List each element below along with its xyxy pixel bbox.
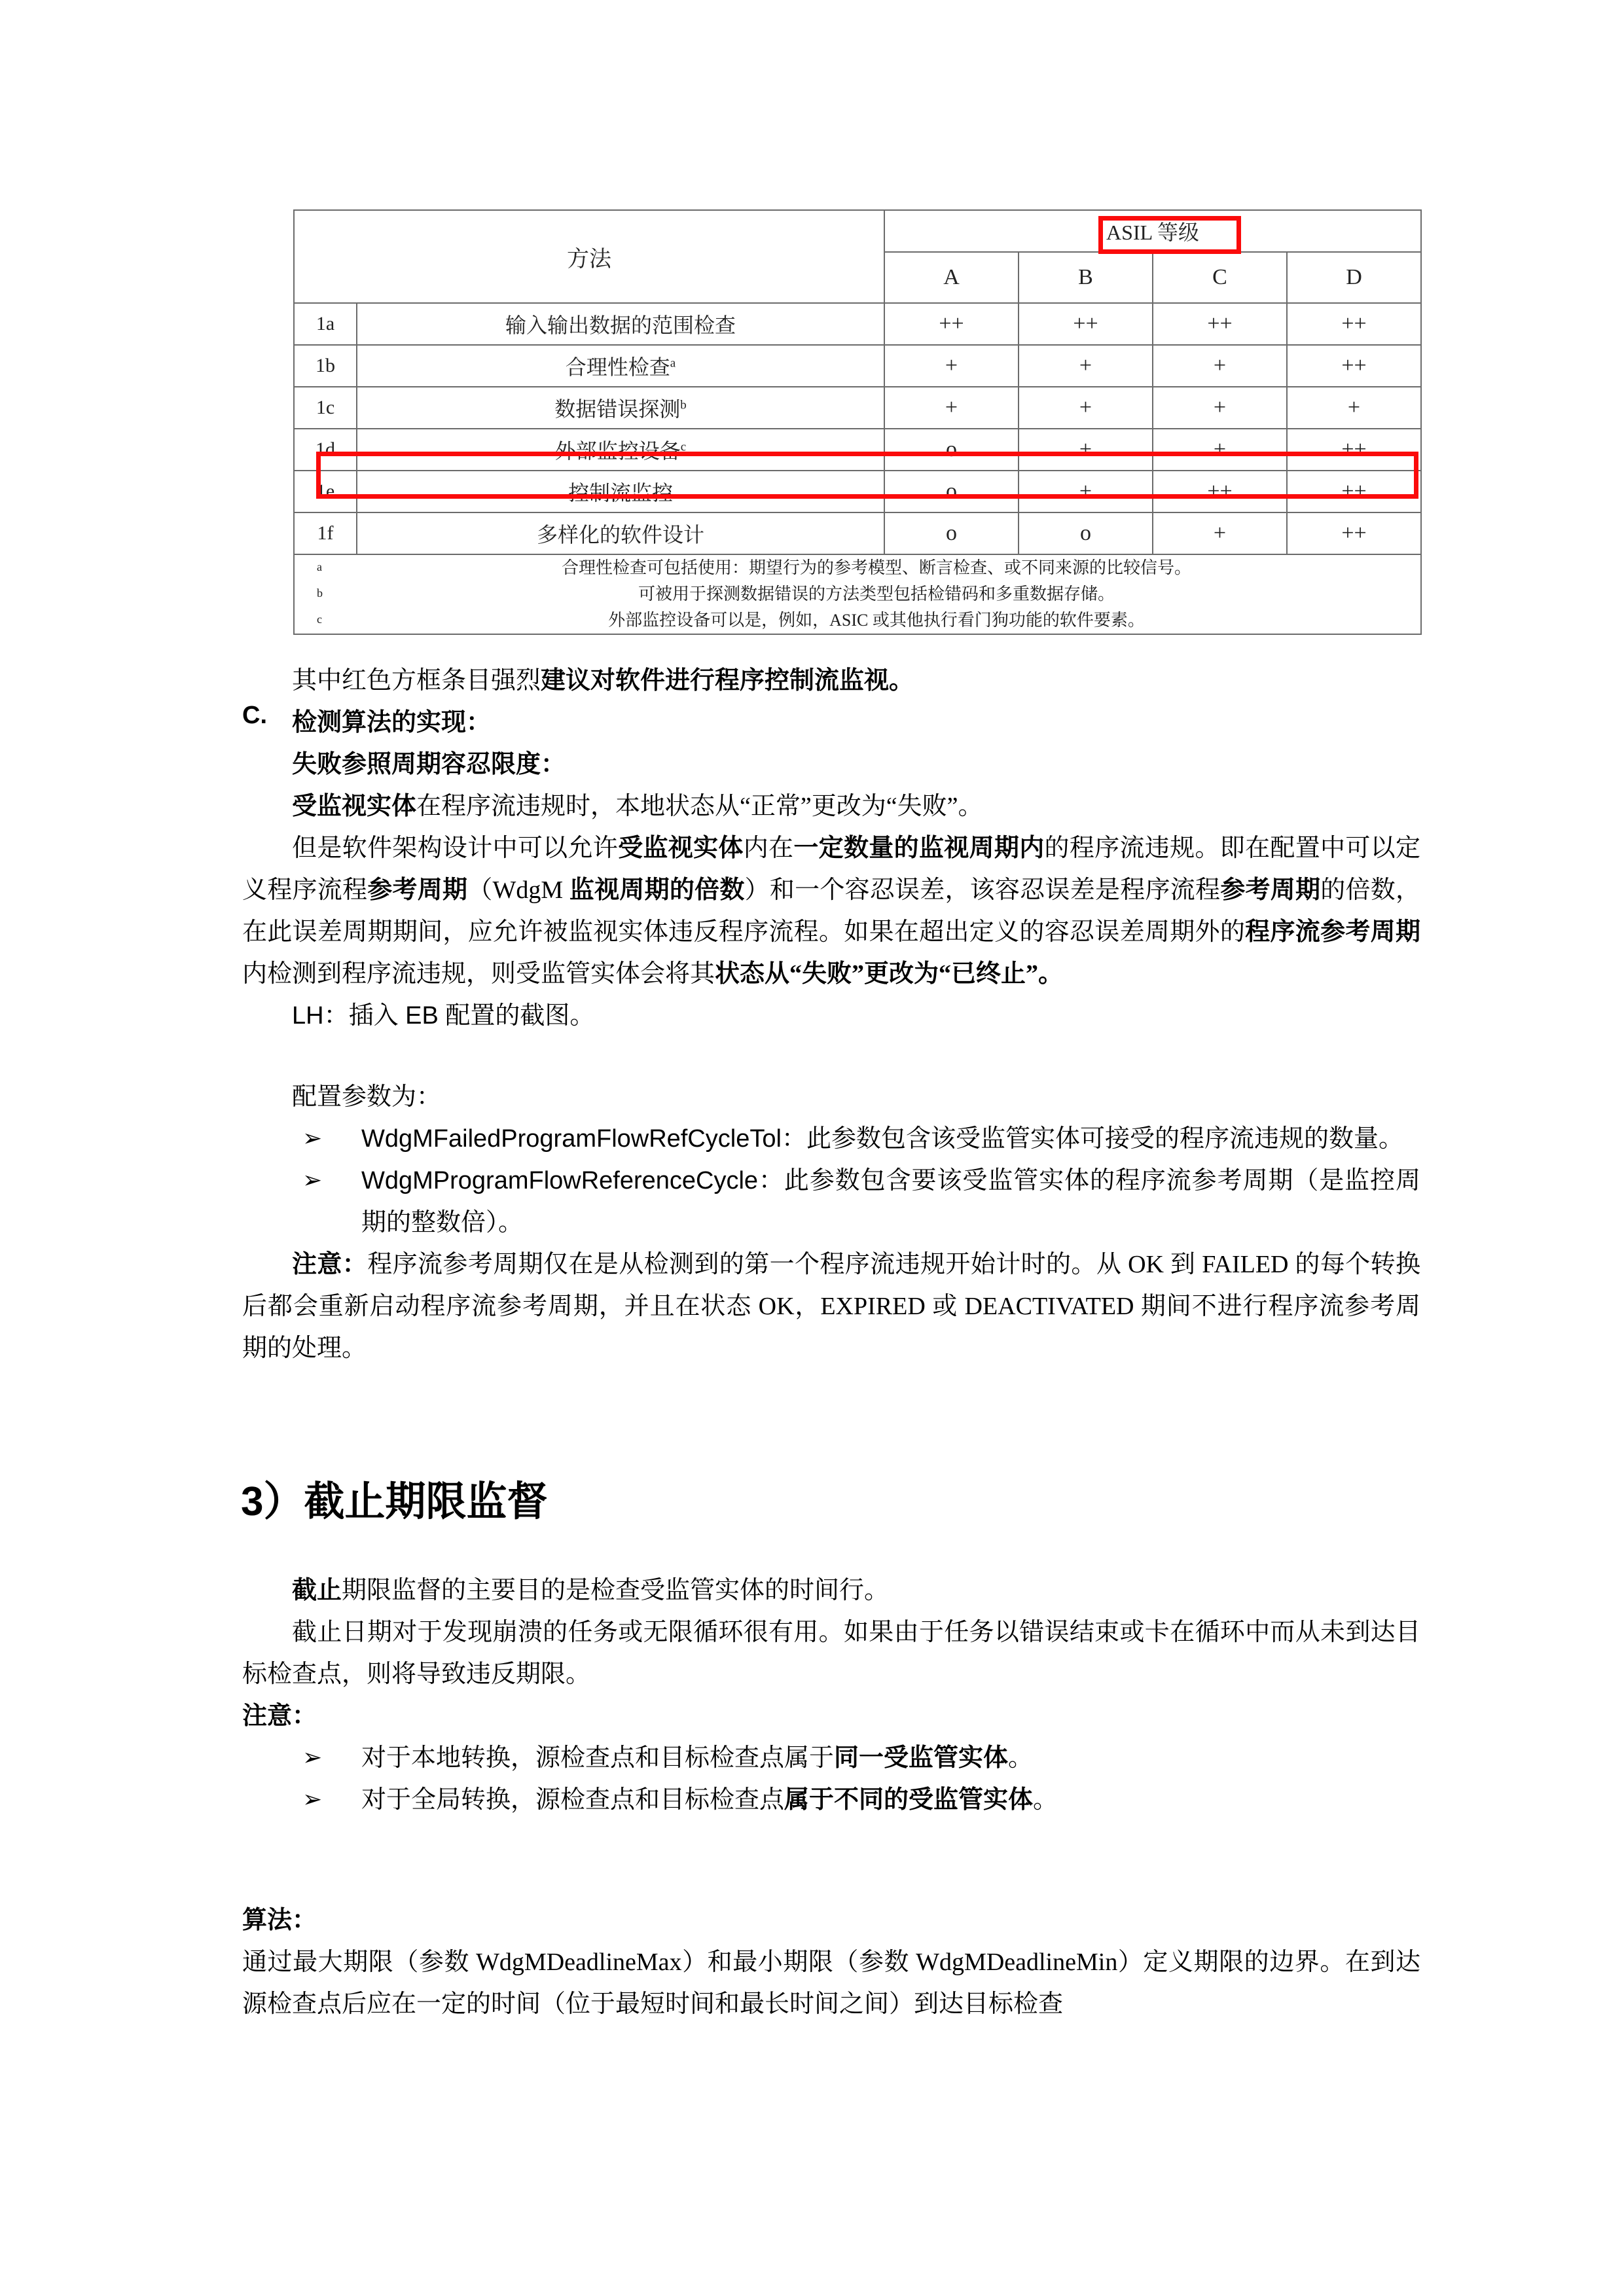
row-name: [357, 387, 884, 429]
arch-seg-3: 的程序流违规。即在配置中可以定义程序流程: [242, 834, 1420, 904]
table-header-level-d: D: [1287, 252, 1421, 303]
table-header-level-a: A: [884, 252, 1019, 303]
row-value-a: +: [884, 345, 1019, 387]
row-value-c: +: [1153, 387, 1287, 429]
table-row: [294, 345, 1421, 387]
row-value-c: +: [1153, 345, 1287, 387]
note-text: 程序流参考周期仅在是从检测到的第一个程序流违规开始计时的。从 OK 到 FAILED 的每个转换后都会重新启动程序流参考周期，并且在状态 OK，EXPIRED 或 DEACTIVATED 期间不进行程序流参考周期的处理。: [242, 1251, 1420, 1362]
row-id: 1c: [294, 387, 357, 429]
row-value-c: +: [1153, 429, 1287, 471]
row-value-c: +: [1153, 512, 1287, 554]
row-value-c: ++: [1153, 303, 1287, 345]
list-item-param-1: [242, 1118, 1420, 1160]
row-value-a: ++: [884, 303, 1019, 345]
item-c-title: 检测算法的实现：: [292, 709, 492, 736]
arch-bold-5: 参考周期: [1220, 876, 1321, 904]
table-row-highlighted: [294, 471, 1421, 512]
note-label: 注意：: [292, 1251, 368, 1278]
note-item-bold: 属于不同的受监管实体: [784, 1786, 1034, 1814]
list-item-param-2: [242, 1160, 1420, 1244]
body-content: [242, 660, 1420, 2025]
row-value-d: ++: [1287, 303, 1421, 345]
row-value-c: ++: [1153, 471, 1287, 512]
list-item-note-2: [242, 1779, 1420, 1821]
footnote-c: [295, 607, 1420, 634]
arch-bold-6: 程序流参考周期: [1245, 918, 1420, 946]
spacer: [242, 1369, 1420, 1474]
table-row: [294, 303, 1421, 345]
row-name-text: 控制流监控: [568, 481, 673, 505]
arrow-bullet-icon: ➢: [302, 1125, 323, 1152]
arch-bold-1: 受监视实体: [618, 834, 744, 862]
table-row: [294, 429, 1421, 471]
row-value-b: +: [1019, 345, 1153, 387]
row-value-a: o: [884, 471, 1019, 512]
param-desc: ：此参数包含该受监管实体可接受的程序流违规的数量。: [781, 1125, 1403, 1153]
row-value-d: ++: [1287, 345, 1421, 387]
param-name: WdgMFailedProgramFlowRefCycleTol: [361, 1125, 782, 1153]
row-id: 1d: [294, 429, 357, 471]
asil-methods-table-figure: [293, 209, 1420, 635]
caption-after-table: [242, 660, 1420, 702]
para-note-1: [242, 1244, 1420, 1369]
table-header-level-c: C: [1153, 252, 1287, 303]
para-architecture: [242, 827, 1420, 995]
row-value-b: ++: [1019, 303, 1153, 345]
table-header-method: 方法: [294, 210, 884, 303]
row-id: 1b: [294, 345, 357, 387]
row-name-sup: b: [680, 398, 687, 412]
row-value-d: ++: [1287, 471, 1421, 512]
row-name: [357, 303, 884, 345]
note-2-label: 注意：: [242, 1702, 317, 1730]
row-value-b: +: [1019, 471, 1153, 512]
caption-bold: 建议对软件进行程序控制流监视。: [541, 667, 914, 694]
row-name-text: 数据错误探测: [554, 397, 681, 421]
deadline-rest: 期限监督的主要目的是检查受监管实体的时间行。: [342, 1577, 890, 1604]
row-value-d: ++: [1287, 512, 1421, 554]
arch-seg-1: 但是软件架构设计中可以允许: [292, 834, 619, 862]
para-deadline-usage: 截止日期对于发现崩溃的任务或无限循环很有用。如果由于任务以错误结束或卡在循环中而从未到达目标检查点，则将导致违反期限。: [242, 1619, 1420, 1688]
table-row: [294, 512, 1421, 554]
deadline-bold: 截止: [292, 1577, 342, 1604]
row-value-b: +: [1019, 387, 1153, 429]
row-name: [357, 471, 884, 512]
item-c-marker: C.: [242, 702, 267, 729]
note-item-bold: 同一受监管实体: [834, 1744, 1009, 1772]
spacer: [242, 1037, 1420, 1076]
spacer: [242, 1821, 1420, 1899]
arch-seg-6: 的倍数，在此误差周期期间，应允许被监视实体违反程序流程。如果在超出定义的容忍误差周期外的: [242, 876, 1420, 946]
arch-bold-4: 监视周期的倍数: [569, 876, 745, 904]
row-value-b: +: [1019, 429, 1153, 471]
table-row: [294, 387, 1421, 429]
note-item-tail: 。: [1033, 1786, 1058, 1814]
row-value-d: +: [1287, 387, 1421, 429]
section-3-heading: 3）截止期限监督: [241, 1479, 548, 1524]
arrow-bullet-icon: ➢: [302, 1786, 323, 1813]
footnote-mark: a: [317, 560, 322, 573]
item-c-block: [242, 702, 1420, 744]
arch-bold-7: 状态从“失败”更改为“已终止”。: [715, 960, 1064, 988]
arrow-bullet-icon: ➢: [302, 1744, 323, 1771]
row-name-text: 外部监控设备: [554, 439, 681, 463]
table-header-row-top: [294, 210, 1421, 252]
row-name: [357, 429, 884, 471]
arch-seg-4: （WdgM: [467, 876, 569, 904]
arch-seg-7: 内检测到程序流违规，则受监管实体会将其: [242, 960, 715, 988]
lh-note: LH：插入 EB 配置的截图。: [292, 1002, 595, 1030]
note-item-text: 对于全局转换，源检查点和目标检查点: [361, 1786, 785, 1814]
row-value-a: +: [884, 387, 1019, 429]
asil-methods-table: [293, 209, 1422, 635]
footnote-a: [295, 555, 1420, 581]
footnote-text: 可被用于探测数据错误的方法类型包括检错码和多重数据存储。: [638, 584, 1115, 603]
algorithm-label: 算法：: [242, 1907, 317, 1934]
row-id: 1f: [294, 512, 357, 554]
table-footnotes-row: [294, 554, 1421, 634]
arch-seg-5: ）和一个容忍误差，该容忍误差是程序流程: [744, 876, 1221, 904]
row-id: 1e: [294, 471, 357, 512]
config-params-label: 配置参数为：: [292, 1083, 442, 1111]
footnote-b: [295, 581, 1420, 607]
para-deadline-purpose: [242, 1570, 1420, 1611]
row-name-text: 输入输出数据的范围检查: [505, 314, 736, 337]
state-change-subject: 受监视实体: [292, 793, 417, 820]
para-algorithm: 通过最大期限（参数 WdgMDeadlineMax）和最小期限（参数 WdgMDeadlineMin）定义期限的边界。在到达源检查点后应在一定的时间（位于最短时间和最长时间之间）到达目标检查: [242, 1948, 1420, 2018]
row-value-d: ++: [1287, 429, 1421, 471]
arch-seg-2: 内在: [743, 834, 794, 862]
row-value-a: o: [884, 512, 1019, 554]
spacer: [242, 1530, 1420, 1570]
row-name: [357, 512, 884, 554]
footnote-text: 外部监控设备可以是，例如，ASIC 或其他执行看门狗功能的软件要素。: [608, 611, 1145, 630]
table-footnotes: [294, 554, 1421, 634]
row-name-sup: c: [680, 440, 687, 454]
row-name: [357, 345, 884, 387]
arch-bold-3: 参考周期: [367, 876, 468, 904]
note-item-text: 对于本地转换，源检查点和目标检查点属于: [361, 1744, 835, 1772]
footnote-mark: c: [317, 613, 322, 626]
row-name-sup: a: [670, 356, 676, 370]
list-item-note-1: [242, 1737, 1420, 1779]
state-change-rest: 在程序流违规时，本地状态从“正常”更改为“失败”。: [416, 793, 983, 820]
row-name-text: 合理性检查: [565, 355, 670, 379]
para-state-change: [242, 785, 1420, 827]
arch-bold-2: 一定数量的监视周期内: [793, 834, 1045, 862]
table-header-asil: ASIL 等级: [884, 210, 1421, 252]
caption-normal: 其中红色方框条目强烈: [292, 667, 541, 694]
arrow-bullet-icon: ➢: [302, 1167, 323, 1194]
row-name-text: 多样化的软件设计: [536, 523, 704, 547]
row-id: 1a: [294, 303, 357, 345]
footnote-mark: b: [317, 586, 323, 600]
note-item-tail: 。: [1008, 1744, 1034, 1772]
row-value-b: o: [1019, 512, 1153, 554]
item-c-subtitle: 失败参照周期容忍限度：: [292, 751, 566, 778]
table-header-level-b: B: [1019, 252, 1153, 303]
footnote-text: 合理性检查可包括使用：期望行为的参考模型、断言检查、或不同来源的比较信号。: [561, 558, 1191, 577]
param-name: WdgMProgramFlowReferenceCycle: [361, 1167, 759, 1194]
row-value-a: o: [884, 429, 1019, 471]
param-desc: ：此参数包含要该受监管实体的程序流参考周期（是监控周期的整数倍）。: [361, 1167, 1420, 1236]
